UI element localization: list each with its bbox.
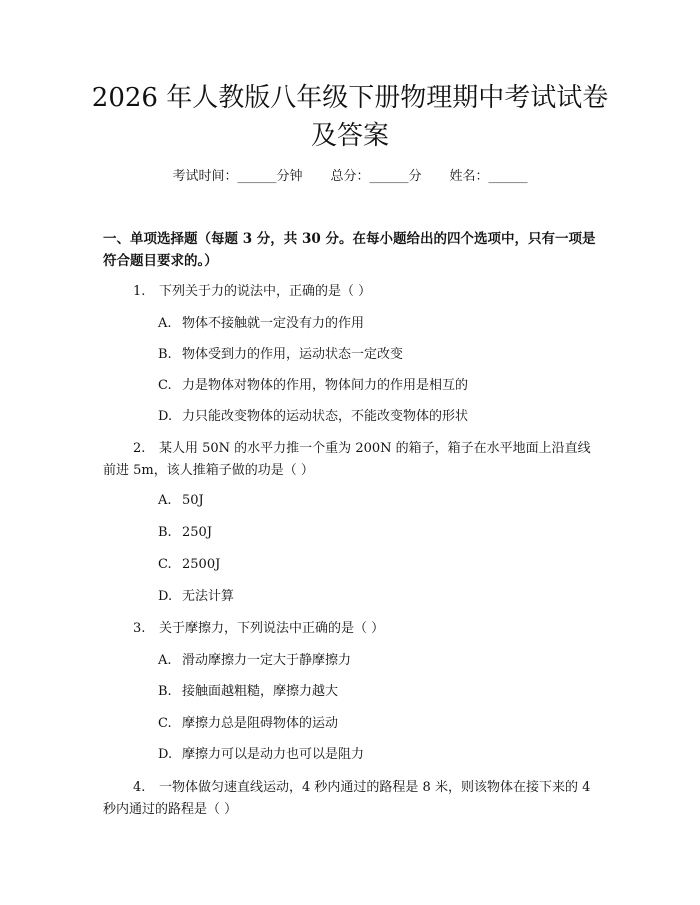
option-text: 2500J (182, 557, 221, 572)
option-text: 滑动摩擦力一定大于静摩擦力 (182, 653, 352, 668)
option-label: D. (158, 747, 173, 762)
option-label: C. (158, 378, 172, 393)
option-label: C. (158, 716, 172, 731)
option-label: C. (158, 557, 172, 572)
question-text: 关于摩擦力，下列说法中正确的是（ ） (159, 621, 385, 636)
option-label: A. (158, 653, 172, 668)
option-text: 250J (182, 525, 213, 540)
option-label: D. (158, 589, 173, 604)
option-label: D. (158, 409, 173, 424)
option-label: B. (158, 525, 172, 540)
question-2-option-a (158, 491, 598, 511)
question-text: 一物体做匀速直线运动，4 秒内通过的路程是 8 米，则该物体在接下来的 4 秒内通过的路程是（ ） (103, 780, 591, 817)
option-text: 接触面越粗糙，摩擦力越大 (182, 684, 339, 699)
question-3 (103, 618, 597, 640)
option-label: B. (158, 347, 172, 362)
option-text: 50J (182, 493, 204, 508)
option-text: 力只能改变物体的运动状态，不能改变物体的形状 (182, 409, 469, 424)
question-1-option-c (158, 376, 598, 396)
option-text: 摩擦力总是阻碍物体的运动 (182, 716, 339, 731)
question-number: 1. (133, 284, 146, 299)
question-text: 某人用 50N 的水平力推一个重为 200N 的箱子，箱子在水平地面上沿直线前进 5m，该人推箱子做的功是（ ） (103, 441, 591, 478)
question-2-option-b (158, 523, 598, 543)
option-text: 物体受到力的作用，运动状态一定改变 (182, 347, 404, 362)
question-3-option-d (158, 745, 598, 765)
question-1-option-b (158, 345, 598, 365)
question-text: 下列关于力的说法中，正确的是（ ） (159, 284, 372, 299)
question-1-option-a (158, 314, 598, 334)
question-1 (103, 281, 597, 303)
option-label: A. (158, 316, 172, 331)
question-2-option-d (158, 587, 598, 607)
option-label: B. (158, 684, 172, 699)
section-1-heading: 一、单项选择题（每题 3 分，共 30 分。在每小题给出的四个选项中，只有一项是符合题目要求的。） (103, 231, 596, 269)
option-text: 物体不接触就一定没有力的作用 (182, 316, 365, 331)
question-3-option-a (158, 651, 598, 671)
question-3-option-b (158, 682, 598, 702)
total-score-field: 总分：______分 (330, 169, 422, 184)
exam-info-bar (0, 168, 700, 186)
question-2-option-c (158, 555, 598, 575)
question-number: 2. (133, 441, 146, 456)
option-text: 无法计算 (182, 589, 235, 604)
option-text: 摩擦力可以是动力也可以是阻力 (182, 747, 365, 762)
exam-title-line-2: 及答案 (310, 121, 389, 151)
exam-time-field: 考试时间：______分钟 (172, 169, 303, 184)
question-number: 4. (133, 780, 146, 795)
student-name-field: 姓名：______ (449, 169, 528, 184)
question-3-option-c (158, 714, 598, 734)
question-4 (103, 777, 597, 821)
question-1-option-d (158, 407, 598, 427)
exam-title-line-1: 2026 年人教版八年级下册物理期中考试试卷 (91, 83, 609, 113)
question-number: 3. (133, 621, 146, 636)
question-2 (103, 438, 597, 482)
option-text: 力是物体对物体的作用，物体间力的作用是相互的 (182, 378, 469, 393)
option-label: A. (158, 493, 172, 508)
